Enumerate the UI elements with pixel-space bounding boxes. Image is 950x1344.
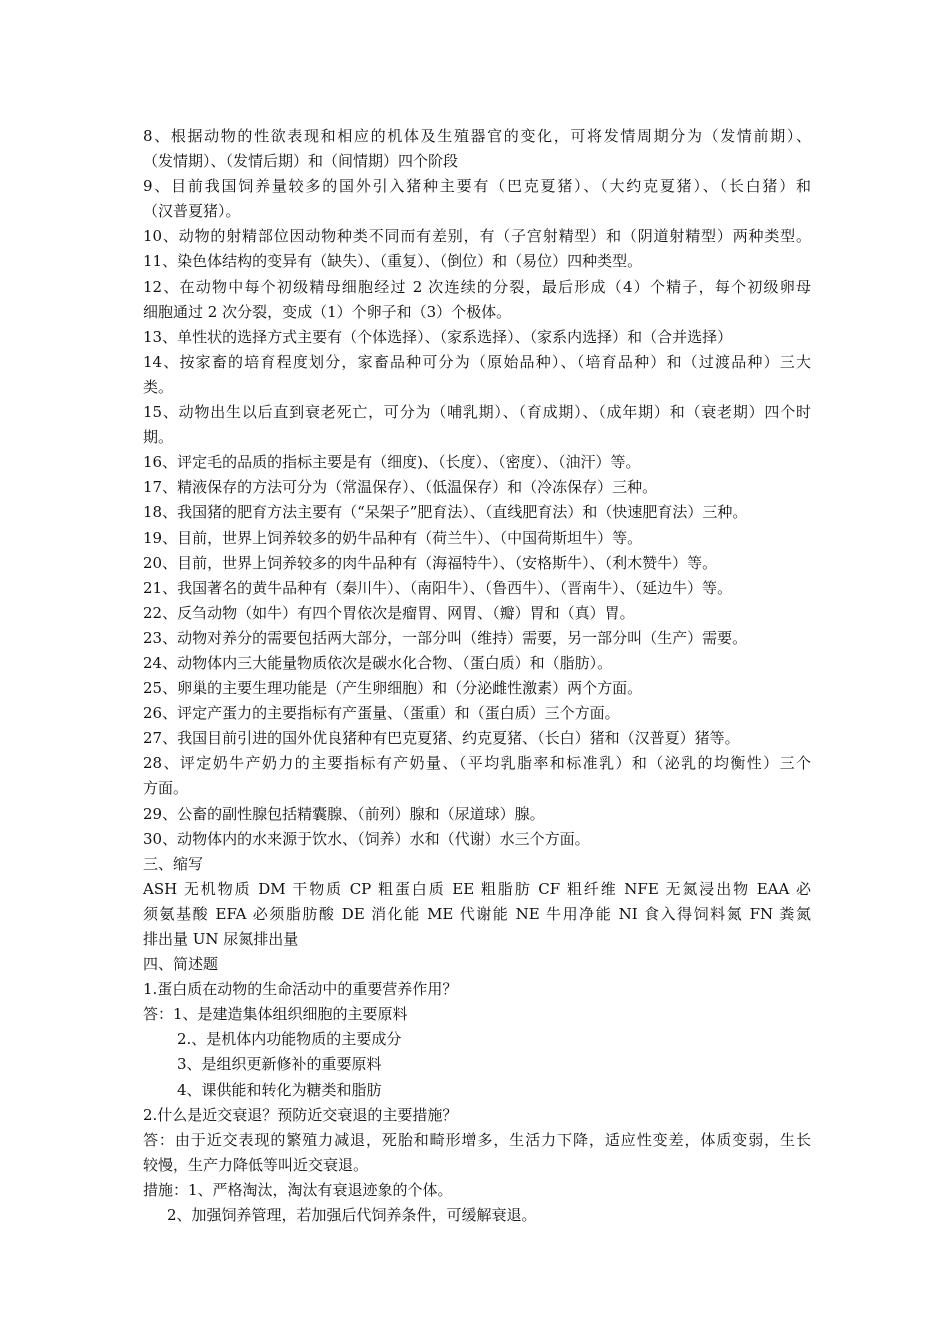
text-line: 20、目前，世界上饲养较多的肉牛品种有（海福特牛）、（安格斯牛）、（利木赞牛）等。 bbox=[143, 553, 718, 572]
text-line: ASH 无机物质 DM 干物质 CP 粗蛋白质 EE 粗脂肪 CF 粗纤维 NFE 无氮浸出物 EAA 必 bbox=[143, 879, 811, 898]
text-line: 13、单性状的选择方式主要有（个体选择）、（家系选择）、（家系内选择）和（合并选择） bbox=[143, 327, 733, 346]
answer-line: 答：1、是建造集体组织细胞的主要原料 bbox=[143, 1005, 408, 1024]
text-line: 9、目前我国饲养量较多的国外引入猪种主要有（巴克夏猪）、（大约克夏猪）、（长白猪）和 bbox=[143, 177, 811, 196]
question-line: 1.蛋白质在动物的生命活动中的重要营养作用？ bbox=[143, 980, 458, 999]
question-line: 2.什么是近交衰退？预防近交衰退的主要措施？ bbox=[143, 1105, 458, 1124]
text-line: 12、在动物中每个初级精母细胞经过 2 次连续的分裂，最后形成（4）个精子，每个初级卵母 bbox=[143, 277, 811, 296]
text-line: 23、动物对养分的需要包括两大部分，一部分叫（维持）需要，另一部分叫（生产）需要。 bbox=[143, 628, 748, 647]
text-line: （汉普夏猪）。 bbox=[143, 202, 241, 221]
text-line: 29、公畜的副性腺包括精囊腺、（前列）腺和（尿道球）腺。 bbox=[143, 804, 545, 823]
text-line: 30、动物体内的水来源于饮水、（饲养）水和（代谢）水三个方面。 bbox=[143, 829, 590, 848]
text-line: 细胞通过 2 次分裂，变成（1）个卵子和（3）个极体。 bbox=[143, 302, 512, 321]
answer-line: 3、是组织更新修补的重要原料 bbox=[177, 1055, 382, 1074]
text-line: 10、动物的射精部位因动物种类不同而有差别，有（子宫射精型）和（阴道射精型）两种类型。 bbox=[143, 227, 811, 246]
text-line: 19、目前，世界上饲养较多的奶牛品种有（荷兰牛）、（中国荷斯坦牛）等。 bbox=[143, 528, 643, 547]
answer-line: 答：由于近交表现的繁殖力减退，死胎和畸形增多，生活力下降，适应性变差，体质变弱，生长 bbox=[143, 1130, 811, 1149]
text-line: 25、卵巢的主要生理功能是（产生卵细胞）和（分泌雌性激素）两个方面。 bbox=[143, 679, 643, 698]
text-line: 排出量 UN 尿氮排出量 bbox=[143, 930, 299, 948]
text-line: 8、根据动物的性欲表现和相应的机体及生殖器官的变化，可将发情周期分为（发情前期）、 bbox=[143, 127, 811, 145]
answer-line: 2.、是机体内功能物质的主要成分 bbox=[177, 1030, 402, 1049]
section-heading: 四、简述题 bbox=[143, 955, 219, 974]
text-line: 17、精液保存的方法可分为（常温保存）、（低温保存）和（冷冻保存）三种。 bbox=[143, 478, 658, 497]
answer-line: 2、加强饲养管理，若加强后代饲养条件，可缓解衰退。 bbox=[167, 1206, 537, 1225]
text-line: 18、我国猪的肥育方法主要有（“呆架子”肥育法）、（直线肥育法）和（快速肥育法）三种。 bbox=[143, 503, 748, 522]
text-line: 26、评定产蛋力的主要指标有产蛋量、（蛋重）和（蛋白质）三个方面。 bbox=[143, 704, 620, 723]
text-line: 27、我国目前引进的国外优良猪种有巴克夏猪、约克夏猪、（长白）猪和（汉普夏）猪等。 bbox=[143, 729, 740, 748]
text-line: 类。 bbox=[143, 377, 174, 396]
text-line: 方面。 bbox=[143, 779, 189, 798]
text-line: 11、染色体结构的变异有（缺失）、（重复）、（倒位）和（易位）四种类型。 bbox=[143, 252, 643, 271]
text-line: （发情期）、（发情后期）和（间情期）四个阶段 bbox=[143, 152, 459, 171]
text-line: 15、动物出生以后直到衰老死亡，可分为（哺乳期）、（育成期）、（成年期）和（衰老期）四个时 bbox=[143, 403, 811, 422]
text-line: 期。 bbox=[143, 428, 174, 447]
text-line: 16、评定毛的品质的指标主要是有（细度)、（长度）、（密度）、（油汗）等。 bbox=[143, 453, 641, 472]
answer-line: 措施：1、严格淘汰，淘汰有衰退迹象的个体。 bbox=[143, 1180, 453, 1199]
section-heading: 三、缩写 bbox=[143, 854, 204, 873]
answer-line: 较慢，生产力降低等叫近交衰退。 bbox=[143, 1155, 369, 1174]
answer-line: 4、课供能和转化为糖类和脂肪 bbox=[177, 1080, 382, 1099]
text-line: 须氨基酸 EFA 必须脂肪酸 DE 消化能 ME 代谢能 NE 牛用净能 NI 食入得饲料氮 FN 粪氮 bbox=[143, 904, 811, 923]
text-line: 28、评定奶牛产奶力的主要指标有产奶量、（平均乳脂率和标准乳）和（泌乳的均衡性）三个 bbox=[143, 754, 811, 773]
text-line: 24、动物体内三大能量物质依次是碳水化合物、（蛋白质）和（脂肪）。 bbox=[143, 653, 613, 672]
text-line: 14、按家畜的培育程度划分，家畜品种可分为（原始品种）、（培育品种）和（过渡品种）三大 bbox=[143, 352, 811, 371]
text-line: 21、我国著名的黄牛品种有（秦川牛）、（南阳牛）、（鲁西牛）、（晋南牛）、（延边牛）等。 bbox=[143, 578, 733, 597]
text-line: 22、反刍动物（如牛）有四个胃依次是瘤胃、网胃、（瓣）胃和（真）胃。 bbox=[143, 603, 635, 622]
document-page bbox=[143, 124, 811, 1228]
